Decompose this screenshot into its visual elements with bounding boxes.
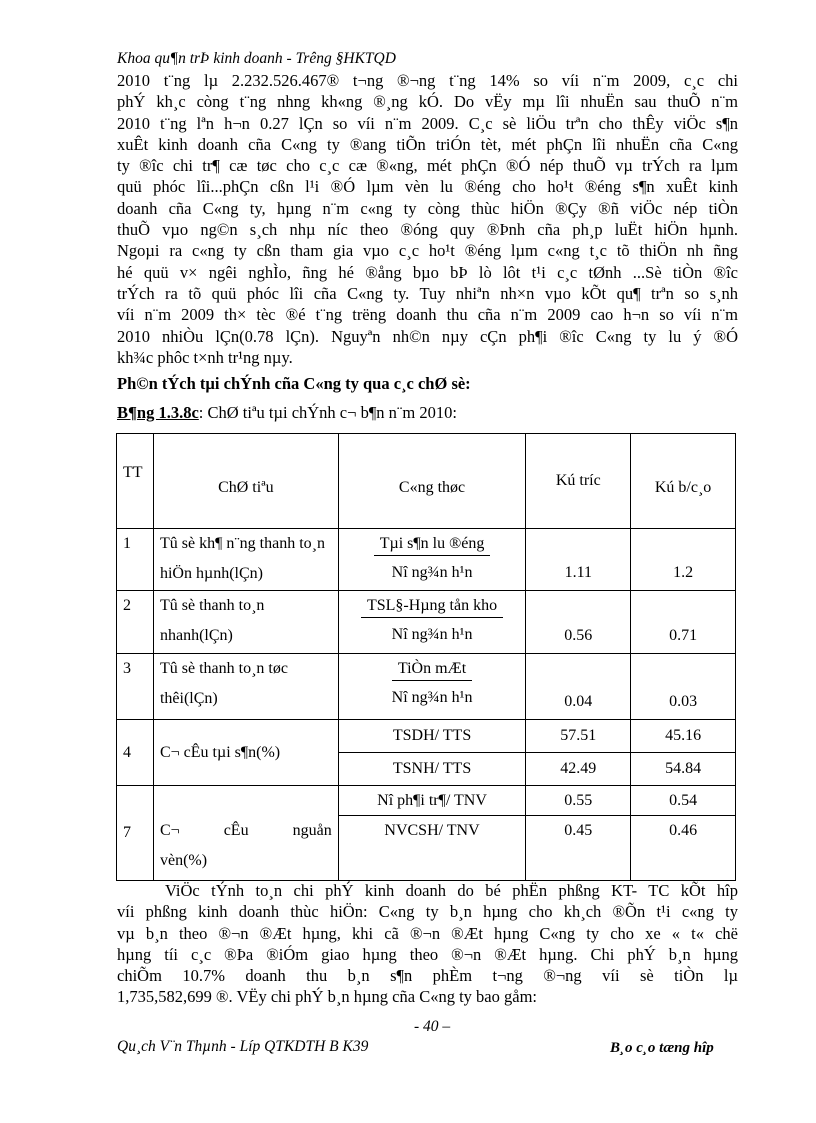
table-row (117, 529, 736, 591)
formula-denominator: Nî ng¾n h¹n (391, 689, 473, 706)
row-indicator (153, 786, 338, 881)
text-line: Ngoµi ra c«ng ty cßn tham gia vµo c¸c ho¹t ®éng lµm c«ng t¸c tõ thiÖn nh ñng (117, 241, 738, 261)
page-header: Khoa qu¶n trÞ kinh doanh - Trêng §HKTQD (117, 50, 396, 67)
table-row (117, 720, 736, 753)
table-header-row (117, 434, 736, 529)
paragraph-expenses (117, 880, 738, 1008)
formula-numerator: Tµi s¶n lu ®éng (374, 531, 491, 556)
row-previous-value: 0.45 (526, 816, 631, 881)
row-previous-value: 0.56 (526, 591, 631, 654)
formula-numerator: TSL§-Hµng tån kho (361, 593, 503, 618)
text-line: thuÕ vµo ng©n s¸ch nhµ níc theo ®óng quy ®Þnh cña ph¸p luËt hiÖn hµnh. (117, 220, 738, 240)
row-report-value: 45.16 (631, 720, 736, 753)
text-line: 2010 t¨ng lªn h¬n 0.27 lÇn so víi n¨m 2009. C¸c sè liÖu trªn cho thÊy viÖc s¶n (117, 113, 738, 133)
row-indicator: C¬ cÊu tµi s¶n(%) (153, 720, 338, 786)
row-indicator: Tû sè kh¶ n¨ng thanh to¸n hiÖn hµnh(lÇn) (153, 529, 338, 591)
row-index: 4 (117, 720, 154, 786)
row-report-value: 54.84 (631, 753, 736, 786)
text-line: kh¾c phôc t×nh tr¹ng nµy. (117, 347, 293, 367)
row-formula (338, 591, 526, 654)
header-indicator: ChØ tiªu (153, 434, 338, 529)
table-caption-text: : ChØ tiªu tµi chÝnh c¬ b¶n n¨m 2010: (198, 403, 457, 422)
text-line: víi n¨m 2009 th× tèc ®é t¨ng trëng doanh thu cña n¨m 2009 cao h¬n so víi n¨m (117, 305, 738, 325)
row-indicator: Tû sè thanh to¸n nhanh(lÇn) (153, 591, 338, 654)
row-previous-value: 0.55 (526, 786, 631, 816)
text-line: hµng tíi c¸c ®Þa ®iÓm giao hµng theo ®¬n ®Æt hµng. Chi phÝ b¸n hµng (117, 944, 738, 964)
row-previous-value: 0.04 (526, 654, 631, 720)
paragraph-results (117, 70, 738, 368)
row-index: 2 (117, 591, 154, 654)
table-row (117, 786, 736, 816)
formula-numerator: TiÒn mÆt (392, 656, 472, 681)
text-line: 2010 t¨ng lµ 2.232.526.467® t¬ng ®¬ng t¨ng 14% so víi n¨m 2009, c¸c chi (117, 71, 738, 90)
financial-ratios-table (116, 433, 736, 881)
row-index: 1 (117, 529, 154, 591)
row-previous-value: 1.11 (526, 529, 631, 591)
text-line: xuÊt kinh doanh cña C«ng ty ®ang tiÕn triÓn tèt, mét phÇn lîi nhuËn cña C«ng (117, 134, 738, 154)
header-formula: C«ng thøc (338, 434, 526, 529)
header-report-period: Kú b/c¸o (631, 434, 736, 529)
table-caption (117, 403, 457, 423)
text-line: phÝ kh¸c còng t¨ng nhng kh«ng ®¸ng kÓ. Do vËy mµ lîi nhuËn sau thuÕ n¨m (117, 92, 738, 112)
row-index: 3 (117, 654, 154, 720)
indicator-word: cÊu (223, 822, 249, 839)
row-report-value: 0.03 (631, 654, 736, 720)
row-index: 7 (117, 786, 154, 881)
table-row (117, 591, 736, 654)
footer-report-title: B¸o c¸o tæng hîp (610, 1040, 714, 1056)
indicator-word: vèn(%) (159, 852, 208, 869)
header-previous-period: Kú tríc (526, 434, 631, 529)
text-line: chiÕm 10.7% doanh thu b¸n s¶n phÈm t¬ng ®¬ng víi sè tiÒn lµ (117, 966, 738, 986)
text-line: trÝch ra tõ quü phóc lîi cña C«ng ty. Tuy nhiªn nh×n vµo kÕt qu¶ trªn so s¸nh (117, 283, 738, 303)
header-tt: TT (117, 434, 154, 529)
row-formula: TSNH/ TTS (338, 753, 526, 786)
row-previous-value: 57.51 (526, 720, 631, 753)
row-formula: TSDH/ TTS (338, 720, 526, 753)
text-line: 2010 nhiÒu lÇn(0.78 lÇn). Nguyªn nh©n nµy cÇn ph¶i ®îc C«ng ty lu ý ®Ó (117, 326, 738, 346)
text-line: doanh cña C«ng ty, hµng n¨m c«ng ty còng thùc hiÖn ®Çy ®ñ viÖc nép tiÒn (117, 198, 738, 218)
row-indicator: Tû sè thanh to¸n tøc thêi(lÇn) (153, 654, 338, 720)
text-line: vµ b¸n theo ®¬n ®Æt hµng, khi cã ®¬n ®Æt hµng C«ng ty cho xe « t« chë (117, 923, 738, 943)
section-heading: Ph©n tÝch tµi chÝnh cña C«ng ty qua c¸c chØ sè: (117, 374, 471, 393)
row-formula: Nî ph¶i tr¶/ TNV (338, 786, 526, 816)
indicator-word: C¬ (159, 822, 180, 839)
text-line: 1,735,582,699 ®. VËy chi phÝ b¸n hµng cña C«ng ty bao gåm: (117, 987, 537, 1007)
formula-denominator: Nî ng¾n h¹n (391, 564, 473, 581)
table-caption-label: B¶ng 1.3.8c (117, 403, 199, 422)
text-line: hé quü v× ngêi nghÌo, ñng hé ®ång bµo bÞ lò lôt t¹i c¸c tØnh ...Sè tiÒn ®îc (117, 262, 738, 282)
footer-author: Qu¸ch V¨n Thµnh - Líp QTKDTH B K39 (117, 1038, 369, 1055)
text-line: víi phßng kinh doanh thùc hiÖn: C«ng ty b¸n hµng cho kh¸ch ®Õn t¹i c«ng ty (117, 902, 738, 922)
text-line: ty ®îc chi tr¶ cæ tøc cho c¸c cæ ®«ng, mét phÇn ®Ó nép thuÕ vµ trÝch ra lµm (117, 156, 738, 176)
table-row (117, 654, 736, 720)
indicator-line (160, 816, 332, 846)
row-report-value: 1.2 (631, 529, 736, 591)
text-line: quü phóc lîi...phÇn cßn l¹i ®Ó lµm vèn lu ®éng cho ho¹t ®éng s¶n xuÊt kinh (117, 177, 738, 197)
indicator-word: nguån (292, 822, 332, 839)
row-report-value: 0.46 (631, 816, 736, 881)
row-formula (338, 654, 526, 720)
row-formula (338, 529, 526, 591)
row-report-value: 0.54 (631, 786, 736, 816)
text-line: ViÖc tÝnh to¸n chi phÝ kinh doanh do bé phËn phßng KT- TC kÕt hîp (165, 881, 738, 900)
formula-denominator: Nî ng¾n h¹n (391, 626, 473, 643)
row-previous-value: 42.49 (526, 753, 631, 786)
row-formula: NVCSH/ TNV (338, 816, 526, 881)
row-report-value: 0.71 (631, 591, 736, 654)
page-number: - 40 – (414, 1018, 451, 1035)
